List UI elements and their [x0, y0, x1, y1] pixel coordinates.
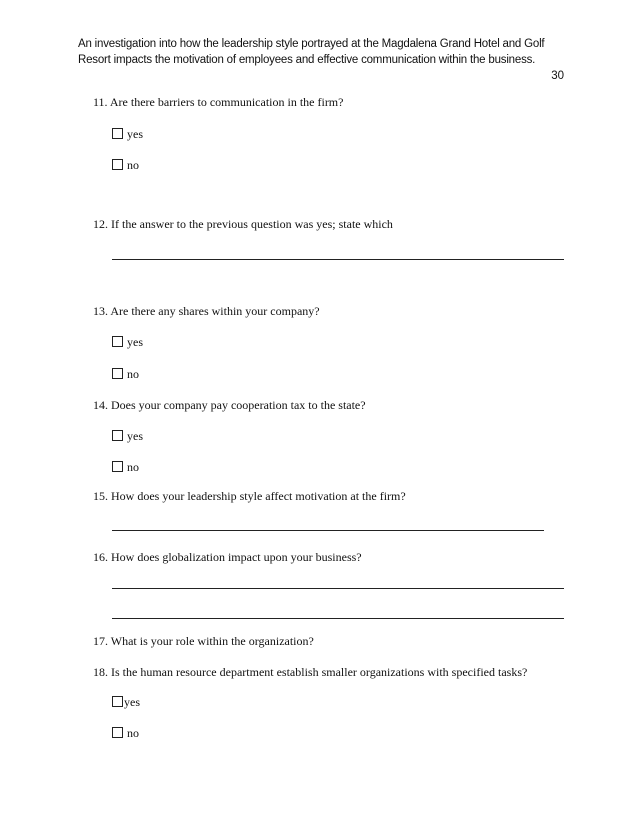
option-label: no — [127, 460, 139, 474]
question-12: 12. If the answer to the previous question was yes; state which — [93, 217, 393, 231]
question-17: 17. What is your role within the organization? — [93, 634, 314, 648]
option-label: no — [127, 158, 139, 172]
q18-option-yes[interactable] — [112, 694, 140, 710]
option-label: yes — [127, 127, 143, 141]
q18-option-no[interactable] — [112, 725, 139, 741]
q11-option-no[interactable] — [112, 157, 139, 173]
option-label: yes — [124, 695, 140, 709]
q14-option-yes[interactable] — [112, 428, 143, 444]
question-18: 18. Is the human resource department establish smaller organizations with specified tasks? — [93, 665, 528, 679]
q11-option-yes[interactable] — [112, 126, 143, 142]
question-11: 11. Are there barriers to communication in the firm? — [93, 95, 344, 109]
checkbox-icon[interactable] — [112, 368, 123, 379]
q14-option-no[interactable] — [112, 459, 139, 475]
checkbox-icon[interactable] — [112, 336, 123, 347]
question-16: 16. How does globalization impact upon your business? — [93, 550, 362, 564]
question-13: 13. Are there any shares within your company? — [93, 304, 320, 318]
running-header: An investigation into how the leadership style portrayed at the Magdalena Grand Hotel and Golf Resort impacts the motivation of employees and effective communication within the business. — [78, 38, 545, 66]
question-15: 15. How does your leadership style affect motivation at the firm? — [93, 489, 406, 503]
question-14: 14. Does your company pay cooperation tax to the state? — [93, 398, 366, 412]
answer-line[interactable] — [112, 530, 544, 531]
checkbox-icon[interactable] — [112, 696, 123, 707]
q13-option-no[interactable] — [112, 366, 139, 382]
answer-line[interactable] — [112, 618, 564, 619]
page-number: 30 — [551, 70, 564, 82]
checkbox-icon[interactable] — [112, 430, 123, 441]
checkbox-icon[interactable] — [112, 128, 123, 139]
option-label: no — [127, 726, 139, 740]
answer-line[interactable] — [112, 588, 564, 589]
checkbox-icon[interactable] — [112, 461, 123, 472]
checkbox-icon[interactable] — [112, 727, 123, 738]
option-label: yes — [127, 429, 143, 443]
option-label: yes — [127, 335, 143, 349]
q13-option-yes[interactable] — [112, 334, 143, 350]
checkbox-icon[interactable] — [112, 159, 123, 170]
option-label: no — [127, 367, 139, 381]
answer-line[interactable] — [112, 259, 564, 260]
